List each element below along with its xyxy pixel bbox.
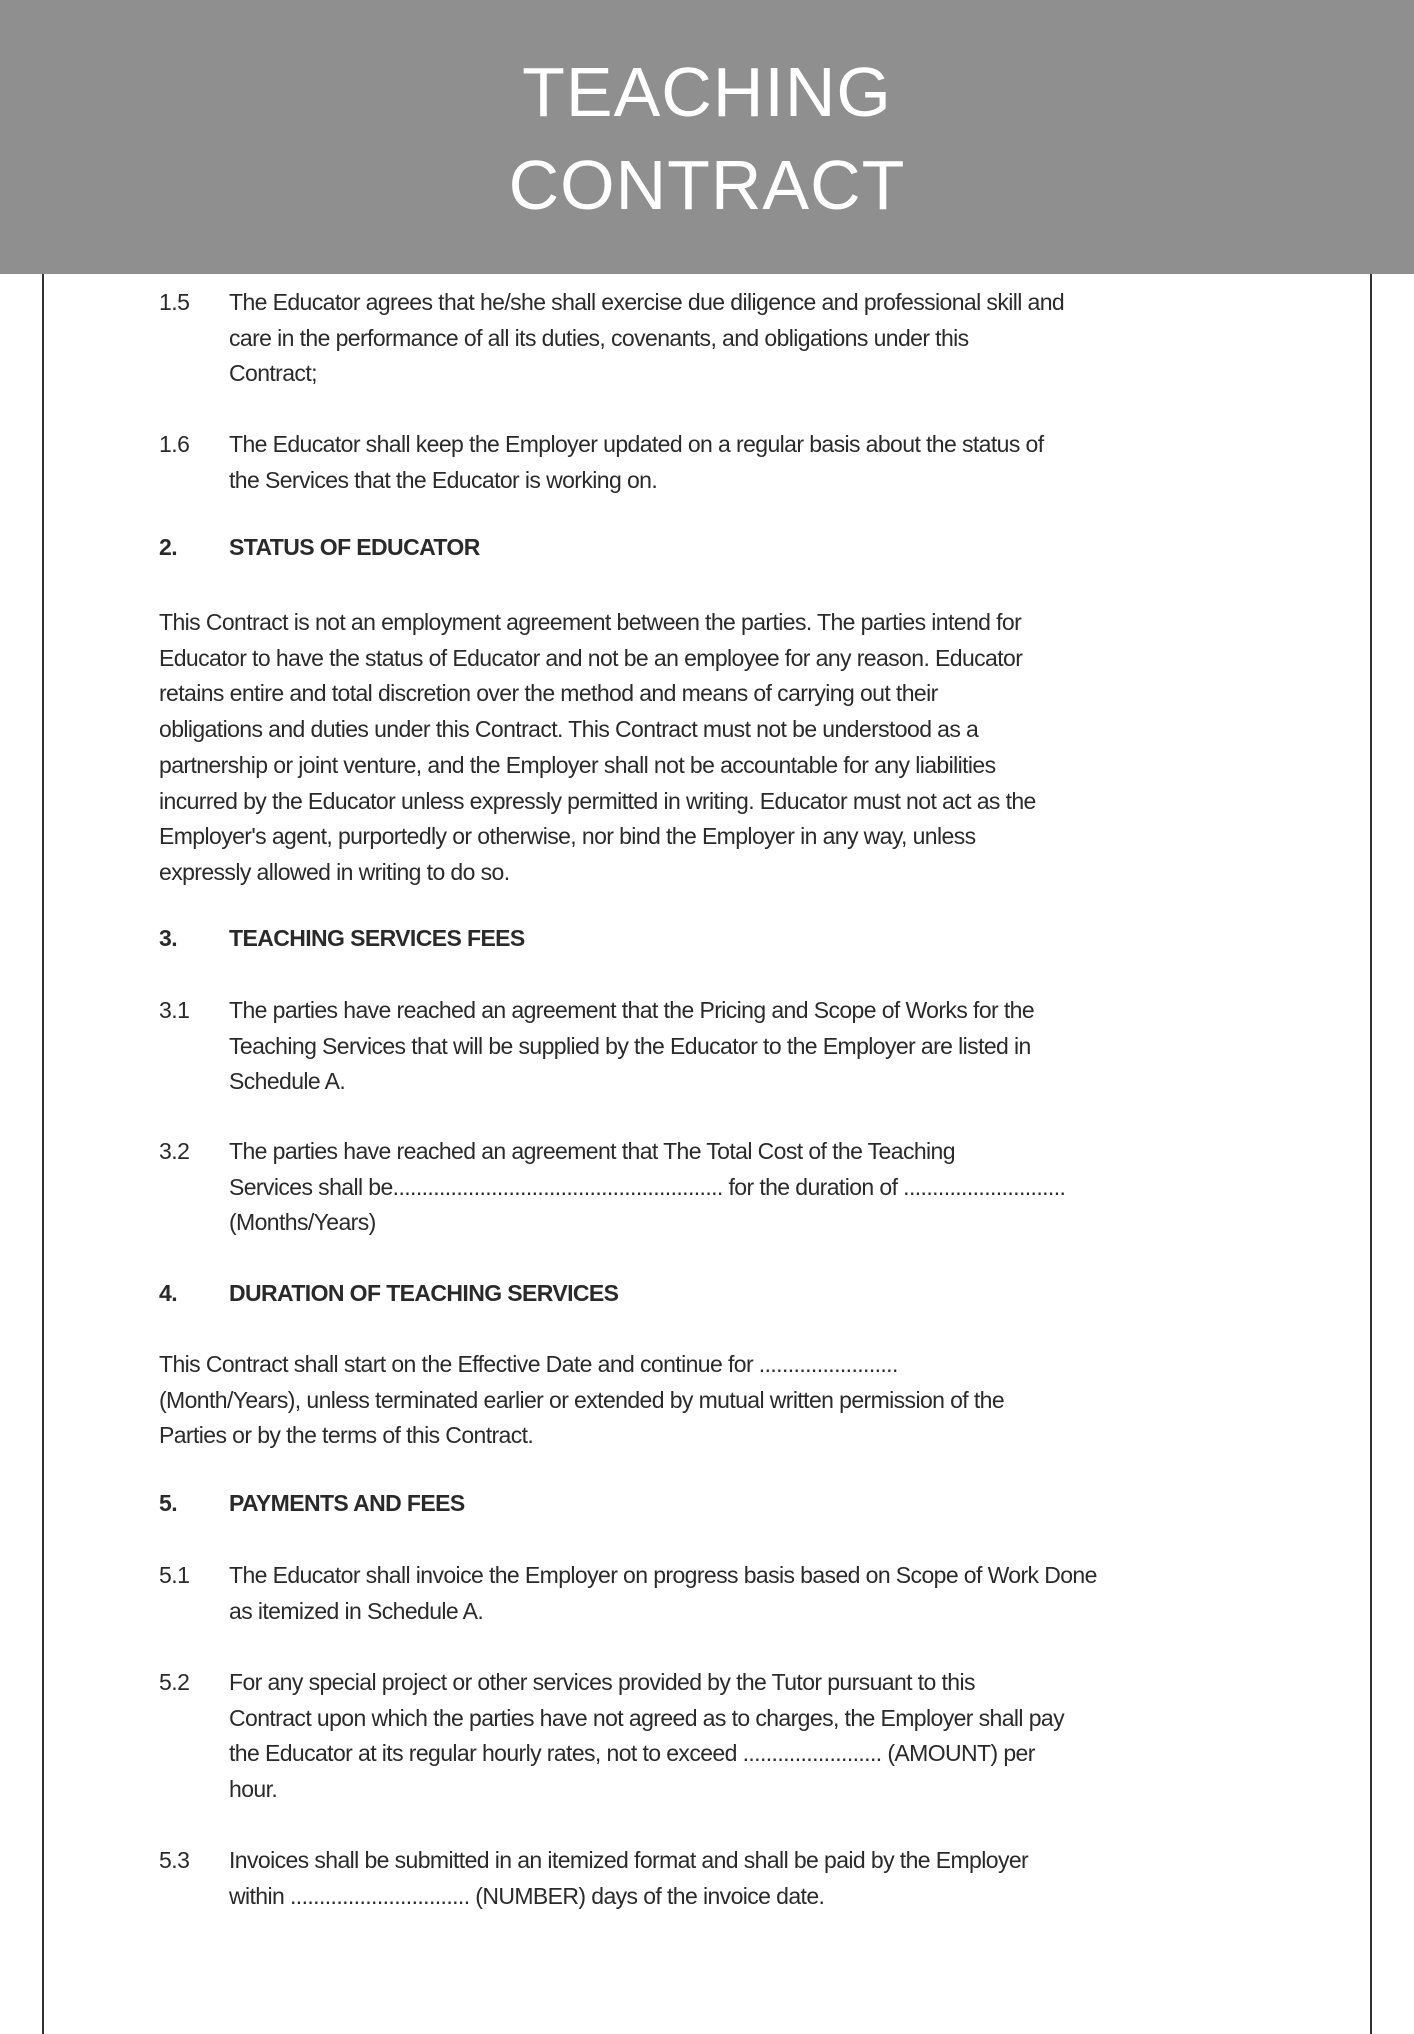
heading-text: TEACHING SERVICES FEES: [229, 925, 525, 951]
text-line: Contract;: [229, 360, 317, 387]
text-line: expressly allowed in writing to do so.: [159, 858, 510, 885]
text-line: This Contract is not an employment agreement between the parties. The parties intend for: [159, 609, 1022, 635]
text-line: retains entire and total discretion over the method and means of carrying out their: [159, 680, 938, 707]
text-line: care in the performance of all its duties, covenants, and obligations under this: [229, 324, 969, 351]
clause-number: 2.: [159, 534, 178, 560]
text-line: Services shall be......................................................... for the duration of ............................: [229, 1173, 1066, 1200]
clause-number: 1.5: [159, 289, 190, 315]
heading-text: PAYMENTS AND FEES: [229, 1490, 465, 1516]
text-line: Invoices shall be submitted in an itemized format and shall be paid by the Employer: [229, 1847, 1029, 1873]
text-line: the Educator at its regular hourly rates, not to exceed ........................ (AMOUNT) per: [229, 1740, 1035, 1767]
text-line: This Contract shall start on the Effective Date and continue for ........................: [159, 1351, 898, 1377]
clause-number: 1.6: [159, 431, 190, 457]
heading-text: DURATION OF TEACHING SERVICES: [229, 1280, 619, 1306]
clause-number: 5.1: [159, 1562, 190, 1588]
text-line: Teaching Services that will be supplied by the Educator to the Employer are listed in: [229, 1032, 1031, 1059]
text-line: Schedule A.: [229, 1068, 346, 1095]
text-line: hour.: [229, 1776, 278, 1803]
text-line: The parties have reached an agreement that the Pricing and Scope of Works for the: [229, 997, 1035, 1023]
text-line: Parties or by the terms of this Contract.: [159, 1422, 534, 1449]
text-line: the Services that the Educator is working on.: [229, 466, 658, 493]
text-line: Employer's agent, purportedly or otherwise, nor bind the Employer in any way, unless: [159, 823, 976, 850]
text-line: The Educator shall keep the Employer updated on a regular basis about the status of: [229, 431, 1044, 457]
text-line: The Educator shall invoice the Employer on progress basis based on Scope of Work Done: [229, 1562, 1097, 1588]
text-line: (Months/Years): [229, 1209, 376, 1236]
header-banner: [0, 0, 1414, 274]
text-line: The Educator agrees that he/she shall exercise due diligence and professional skill and: [229, 289, 1065, 315]
text-line: obligations and duties under this Contract. This Contract must not be understood as a: [159, 716, 979, 743]
text-line: within ............................... (NUMBER) days of the invoice date.: [229, 1882, 825, 1909]
document-page: [42, 274, 1372, 2034]
clause-number: 3.: [159, 925, 178, 951]
clause-number: 3.1: [159, 997, 190, 1023]
text-line: as itemized in Schedule A.: [229, 1597, 484, 1624]
text-line: partnership or joint venture, and the Employer shall not be accountable for any liabilities: [159, 751, 996, 778]
title-line-2: CONTRACT: [508, 146, 906, 224]
text-line: Educator to have the status of Educator and not be an employee for any reason. Educator: [159, 644, 1023, 671]
clause-number: 4.: [159, 1280, 178, 1306]
text-line: The parties have reached an agreement that The Total Cost of the Teaching: [229, 1138, 955, 1164]
clause-number: 5.3: [159, 1847, 190, 1873]
text-line: incurred by the Educator unless expressly permitted in writing. Educator must not act as the: [159, 787, 1036, 814]
title-line-1: TEACHING: [522, 53, 892, 131]
text-line: Contract upon which the parties have not agreed as to charges, the Employer shall pay: [229, 1704, 1065, 1731]
clause-number: 5.: [159, 1490, 178, 1516]
heading-text: STATUS OF EDUCATOR: [229, 534, 480, 560]
clause-number: 5.2: [159, 1669, 190, 1695]
text-line: (Month/Years), unless terminated earlier or extended by mutual written permission of the: [159, 1386, 1005, 1413]
clause-number: 3.2: [159, 1138, 190, 1164]
text-line: For any special project or other services provided by the Tutor pursuant to this: [229, 1669, 975, 1695]
